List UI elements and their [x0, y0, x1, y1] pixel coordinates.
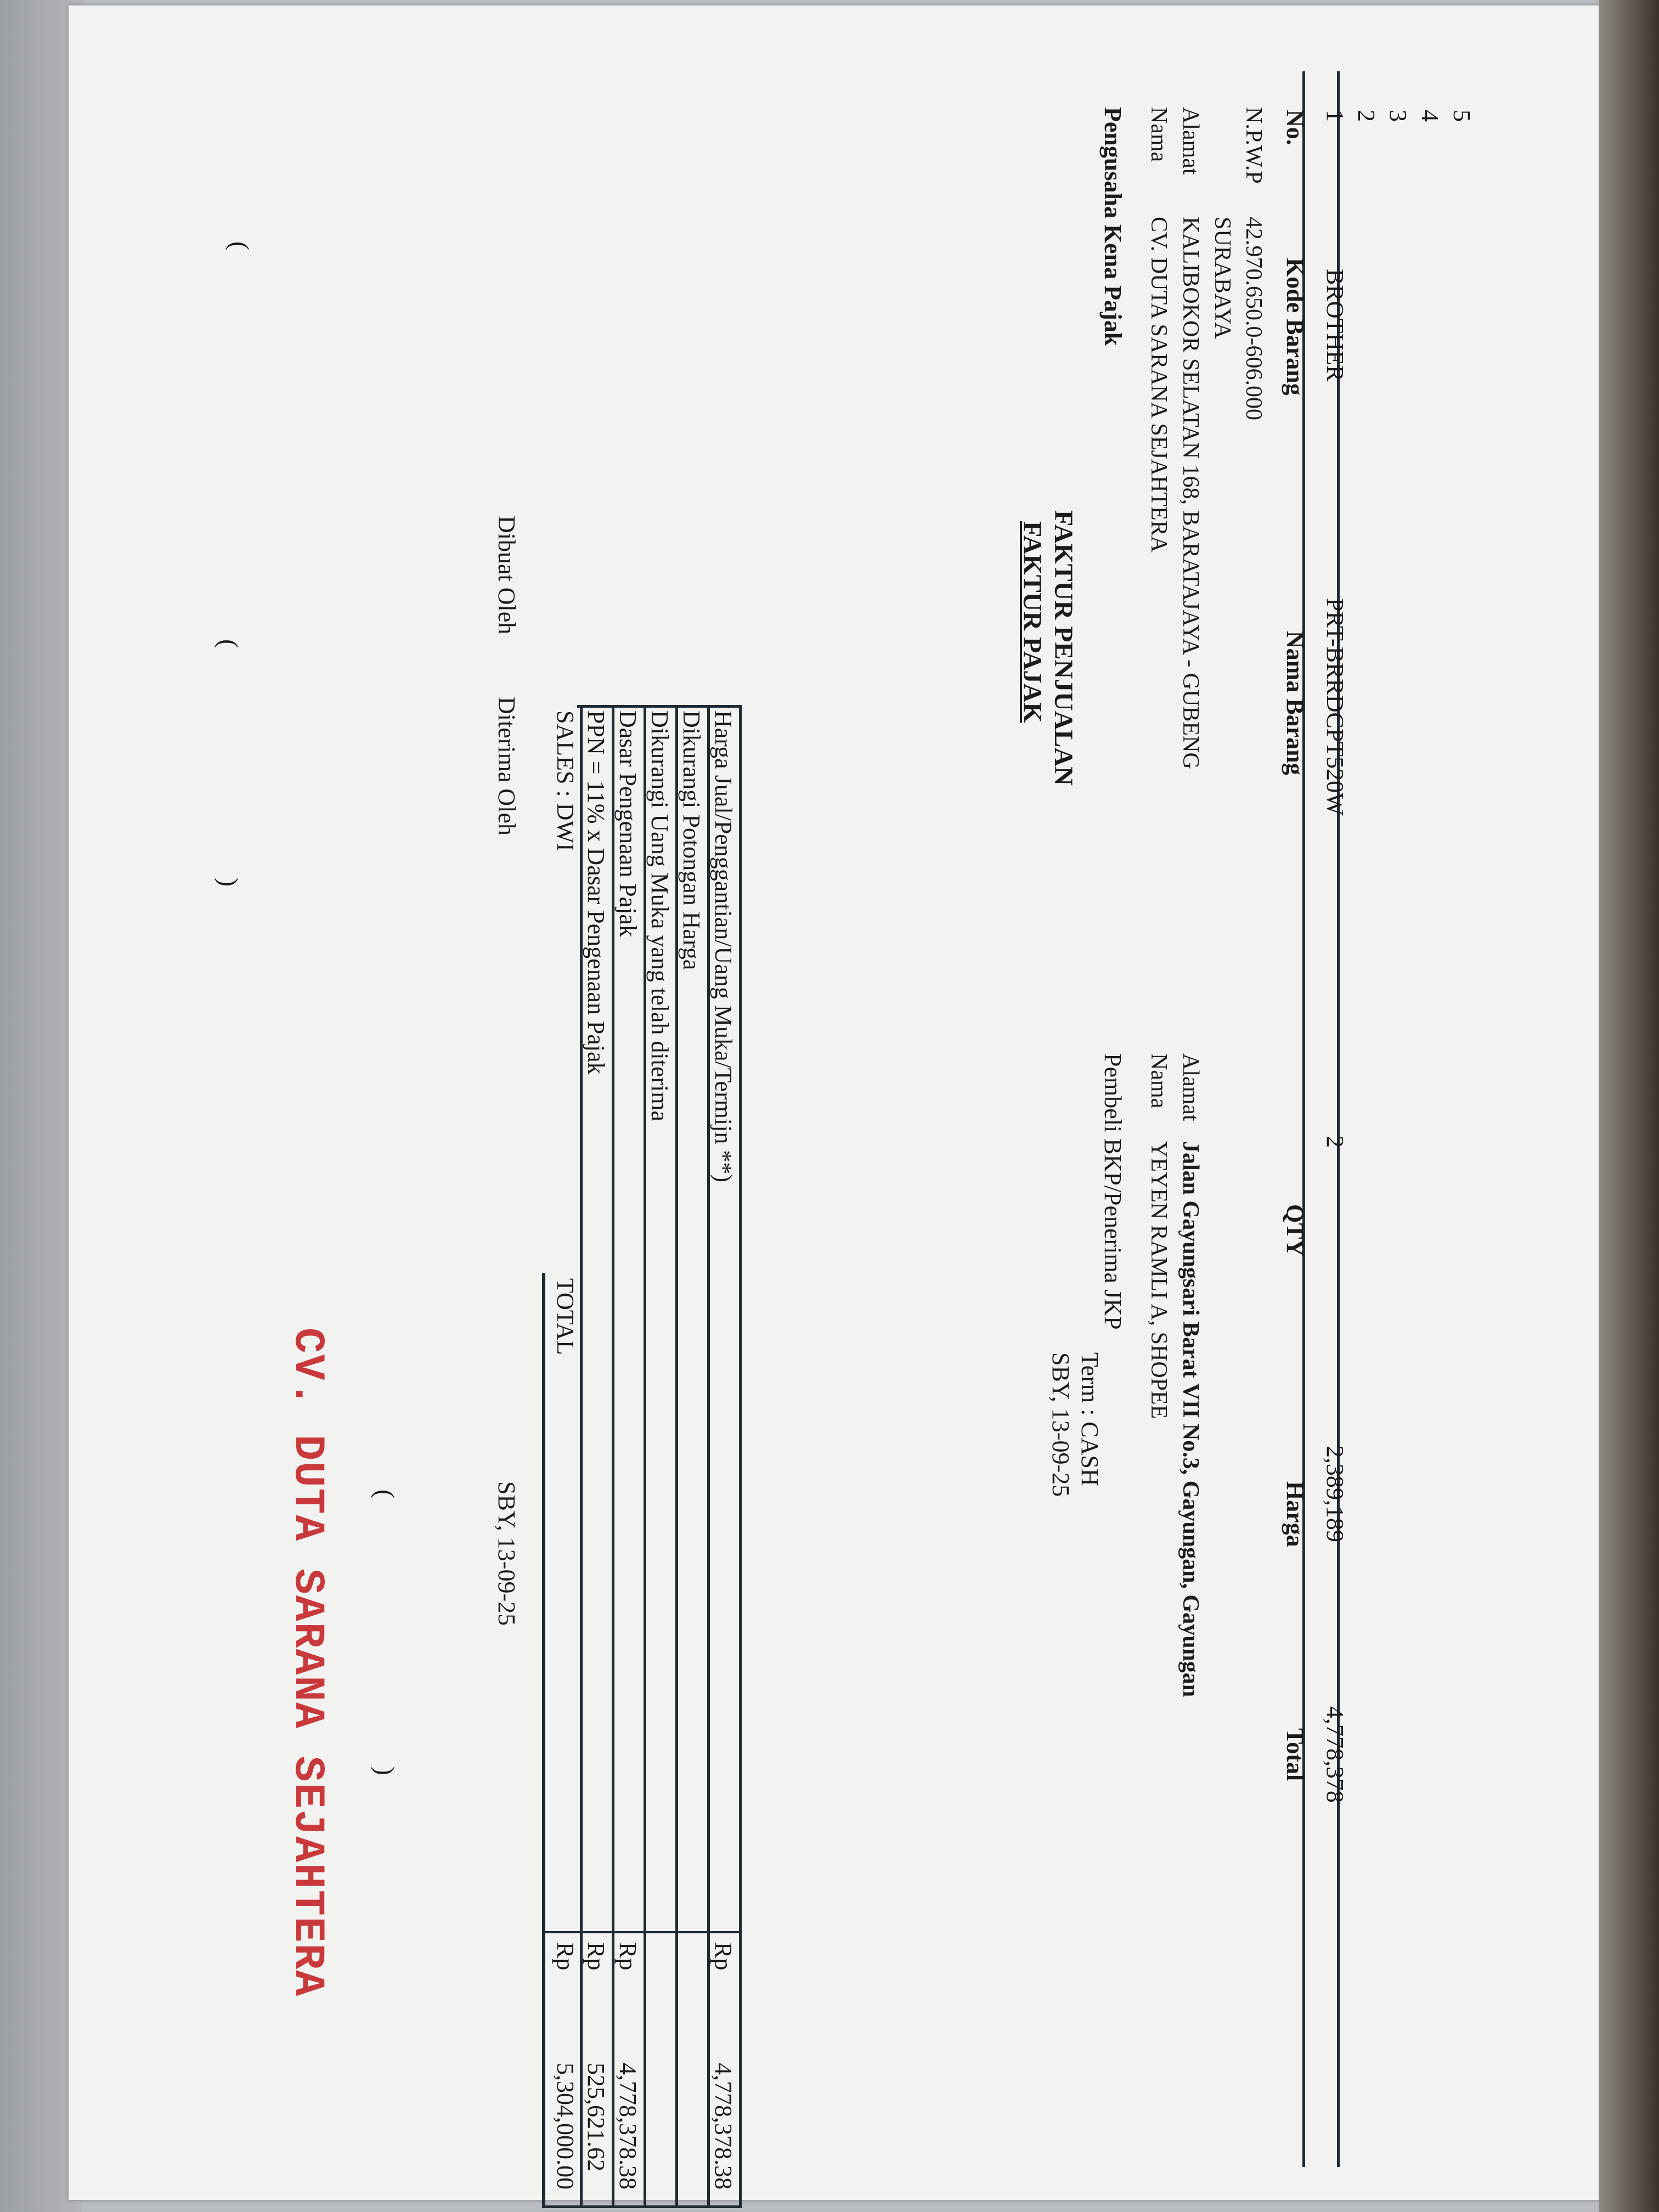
total-currency: Rp	[552, 1942, 579, 1971]
signature-close-paren-3: )	[370, 1767, 399, 1775]
seller-nama-label: Nama	[1146, 107, 1171, 162]
seller-section-title: Pengusaha Kena Pajak	[1099, 107, 1126, 346]
invoice-date: SBY, 13-09-25	[1047, 1352, 1074, 1497]
col-header-no: No.	[1282, 110, 1308, 145]
row1-qty: 2	[1322, 1136, 1348, 1148]
faktur-pajak-title: FAKTUR PAJAK	[1018, 521, 1047, 723]
row5-no: 5	[1448, 110, 1475, 122]
buyer-nama-value: YEYEN RAMLI A, SHOPEE	[1146, 1141, 1171, 1419]
seller-npwp-value: 42.970.650.0-606.000	[1241, 217, 1266, 420]
col-header-total: Total	[1282, 1728, 1308, 1781]
row1-kode: BROTHER	[1322, 269, 1348, 382]
summary-value: 525,621.62	[583, 2063, 610, 2171]
col-header-nama: Nama Barang	[1282, 631, 1308, 775]
summary-value: 4,778,378.38	[710, 2063, 737, 2190]
seller-alamat-line1: KALIBOKOR SELATAN 168, BARATAJAYA - GUBENG	[1178, 217, 1203, 769]
total-label: TOTAL	[552, 1278, 579, 1355]
col-header-kode: Kode Barang	[1282, 258, 1308, 396]
summary-currency: Rp	[614, 1942, 641, 1971]
summary-frame-right	[577, 2205, 742, 2208]
summary-currency: Rp	[583, 1942, 610, 1971]
summary-currency: Rp	[710, 1942, 737, 1971]
summary-label: PPN = 11% x Dasar Pengenaan Pajak	[583, 710, 610, 1075]
col-header-qty: QTY	[1282, 1204, 1308, 1257]
row1-no: 1	[1322, 110, 1348, 122]
faktur-penjualan-title: FAKTUR PENJUALAN	[1049, 510, 1078, 786]
payment-term: Term : CASH	[1076, 1352, 1103, 1486]
sales-person: SALES : DWI	[552, 710, 579, 851]
row3-no: 3	[1385, 110, 1412, 122]
summary-label: Dikurangi Potongan Harga	[678, 710, 705, 970]
footer-date: SBY, 13-09-25	[493, 1481, 520, 1626]
signature-open-paren-3: (	[370, 1489, 399, 1498]
buyer-nama-label: Nama	[1146, 1053, 1171, 1109]
buyer-section-title: Pembeli BKP/Penerima JKP	[1099, 1053, 1126, 1330]
total-frame-right	[543, 2205, 584, 2208]
total-currency-rule	[543, 1931, 584, 1933]
row2-no: 2	[1353, 110, 1380, 122]
buyer-alamat-label: Alamat	[1178, 1053, 1203, 1121]
dibuat-oleh-label: Dibuat Oleh	[493, 516, 520, 635]
seller-alamat-label: Alamat	[1178, 107, 1203, 175]
summary-label: Harga Jual/Penggantian/Uang Muka/Termijn **)	[710, 710, 737, 1183]
col-header-harga: Harga	[1282, 1481, 1308, 1547]
total-rule	[542, 1273, 545, 2208]
row1-nama: PRT-BRRDCPT520W	[1322, 598, 1348, 816]
summary-label: Dikurangi Uang Muka yang telah diterima	[646, 710, 673, 1122]
seller-alamat-line2: SURABAYA	[1210, 217, 1235, 339]
company-stamp: CV. DUTA SARANA SEJAHTERA	[283, 1328, 331, 1997]
signature-open-paren-2: (	[214, 639, 243, 648]
summary-frame-top	[739, 705, 742, 2205]
signature-close-paren-2: )	[214, 878, 243, 887]
buyer-alamat-value: Jalan Gayungsari Barat VII No.3, Gayungan, Gayungan	[1178, 1141, 1203, 1697]
total-value: 5,304,000.00	[552, 2063, 579, 2190]
summary-value: 4,778,378.38	[614, 2063, 641, 2190]
signature-open-paren-1: (	[225, 241, 254, 250]
summary-frame-left	[577, 705, 742, 708]
row4-no: 4	[1417, 110, 1443, 122]
summary-label: Dasar Pengenaan Pajak	[614, 710, 641, 937]
seller-nama-value: CV. DUTA SARANA SEJAHTERA	[1146, 217, 1171, 552]
diterima-oleh-label: Diterima Oleh	[493, 697, 520, 836]
summary-currency-rule	[577, 1931, 742, 1933]
row1-total: 4,778,378	[1322, 1706, 1348, 1803]
seller-npwp-label: N.P.W.P	[1241, 107, 1266, 184]
row1-harga: 2,389,189	[1322, 1446, 1348, 1542]
